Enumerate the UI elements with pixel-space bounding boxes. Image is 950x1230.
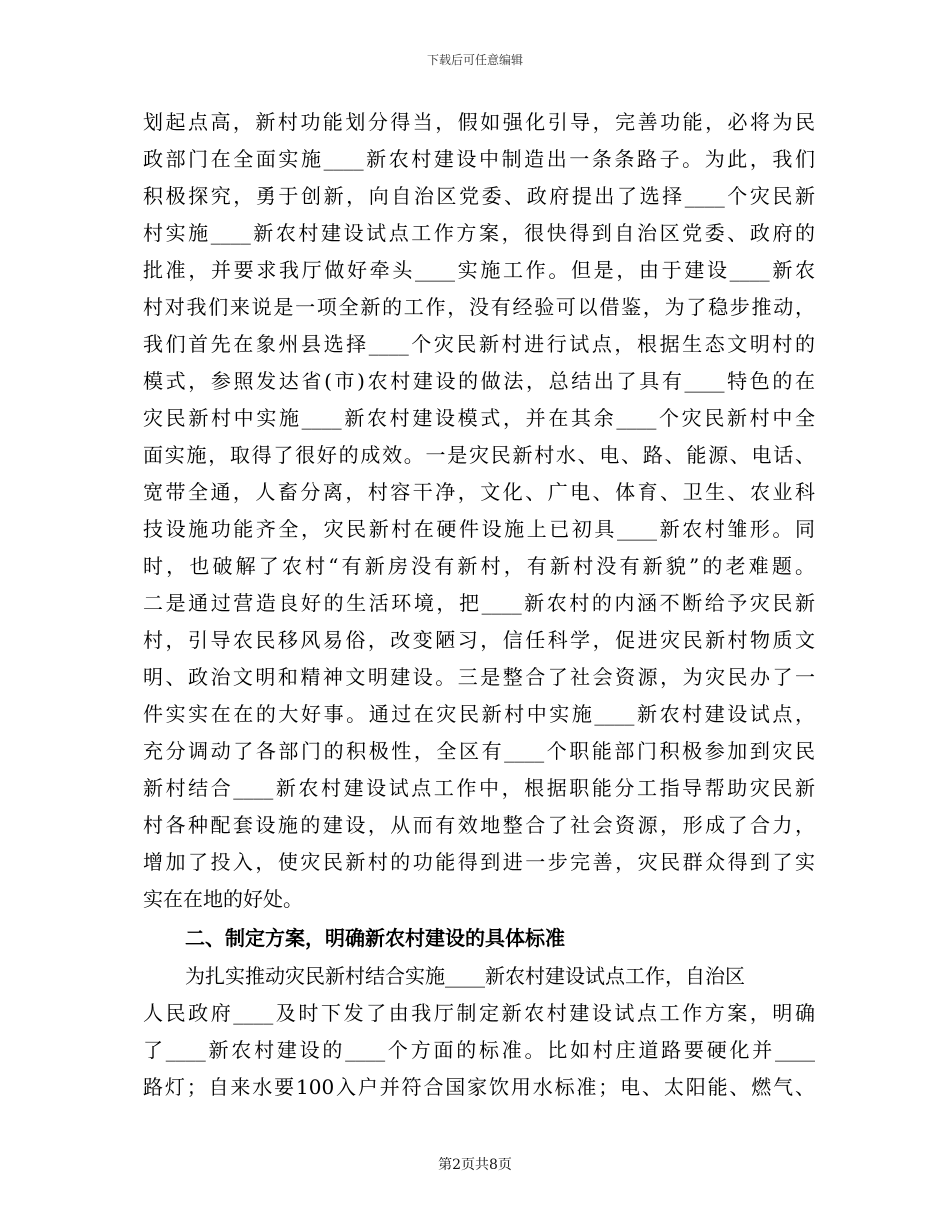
paragraph-line: 增加了投入，使灾民新村的功能得到进一步完善，灾民群众得到了实 — [143, 850, 815, 874]
paragraph-line: 技设施功能齐全，灾民新村在硬件设施上已初具____新农村雏形。同 — [143, 517, 815, 541]
section-heading: 二、制定方案，明确新农村建设的具体标准 — [185, 926, 565, 950]
header-note: 下载后可任意编辑 — [426, 53, 523, 67]
paragraph-line: 充分调动了各部门的积极性，全区有____个职能部门积极参加到灾民 — [143, 739, 815, 763]
paragraph-line: 人民政府____及时下发了由我厅制定新农村建设试点工作方案，明确 — [143, 1001, 815, 1025]
paragraph-line: 了____新农村建设的____个方面的标准。比如村庄道路要硬化并____ — [143, 1038, 815, 1062]
paragraph-line: 村各种配套设施的建设，从而有效地整合了社会资源，形成了合力， — [143, 813, 815, 837]
paragraph-line: 新村结合____新农村建设试点工作中，根据职能分工指导帮助灾民新 — [143, 776, 815, 800]
document-body — [143, 104, 815, 1106]
paragraph-line: 路灯；自来水要100入户并符合国家饮用水标准；电、太阳能、燃气、 — [143, 1075, 815, 1099]
paragraph-line: 明、政治文明和精神文明建设。三是整合了社会资源，为灾民办了一 — [143, 665, 815, 689]
paragraph-line: 我们首先在象州县选择____个灾民新村进行试点，根据生态文明村的 — [143, 332, 815, 356]
paragraph-line: 宽带全通，人畜分离，村容干净，文化、广电、体育、卫生、农业科 — [143, 480, 815, 504]
paragraph-line: 村，引导农民移风易俗，改变陋习，信任科学，促进灾民新村物质文 — [143, 628, 815, 652]
paragraph-line: 政部门在全面实施____新农村建设中制造出一条条路子。为此，我们 — [143, 147, 815, 171]
paragraph-line: 积极探究，勇于创新，向自治区党委、政府提出了选择____个灾民新 — [143, 184, 815, 208]
paragraph-line: 为扎实推动灾民新村结合实施____新农村建设试点工作，自治区 — [185, 964, 745, 988]
paragraph-line: 村对我们来说是一项全新的工作，没有经验可以借鉴，为了稳步推动， — [143, 295, 815, 319]
paragraph-line: 村实施____新农村建设试点工作方案，很快得到自治区党委、政府的 — [143, 221, 815, 245]
paragraph-line: 二是通过营造良好的生活环境，把____新农村的内涵不断给予灾民新 — [143, 591, 815, 615]
paragraph-line: 模式，参照发达省(市)农村建设的做法，总结出了具有____特色的在 — [143, 369, 815, 393]
page-number: 第2页共8页 — [438, 1157, 512, 1173]
paragraph-line: 件实实在在的大好事。通过在灾民新村中实施____新农村建设试点， — [143, 702, 815, 726]
paragraph-line: 划起点高，新村功能划分得当，假如强化引导，完善功能，必将为民 — [143, 110, 815, 134]
paragraph-line: 灾民新村中实施____新农村建设模式，并在其余____个灾民新村中全 — [143, 406, 815, 430]
paragraph-line: 实在在地的好处。 — [143, 887, 303, 911]
paragraph-line: 时，也破解了农村“有新房没有新村，有新村没有新貌”的老难题。 — [143, 554, 815, 578]
paragraph-line: 批准，并要求我厅做好牵头____实施工作。但是，由于建设____新农 — [143, 258, 815, 282]
paragraph-line: 面实施，取得了很好的成效。一是灾民新村水、电、路、能源、电话、 — [143, 443, 815, 467]
